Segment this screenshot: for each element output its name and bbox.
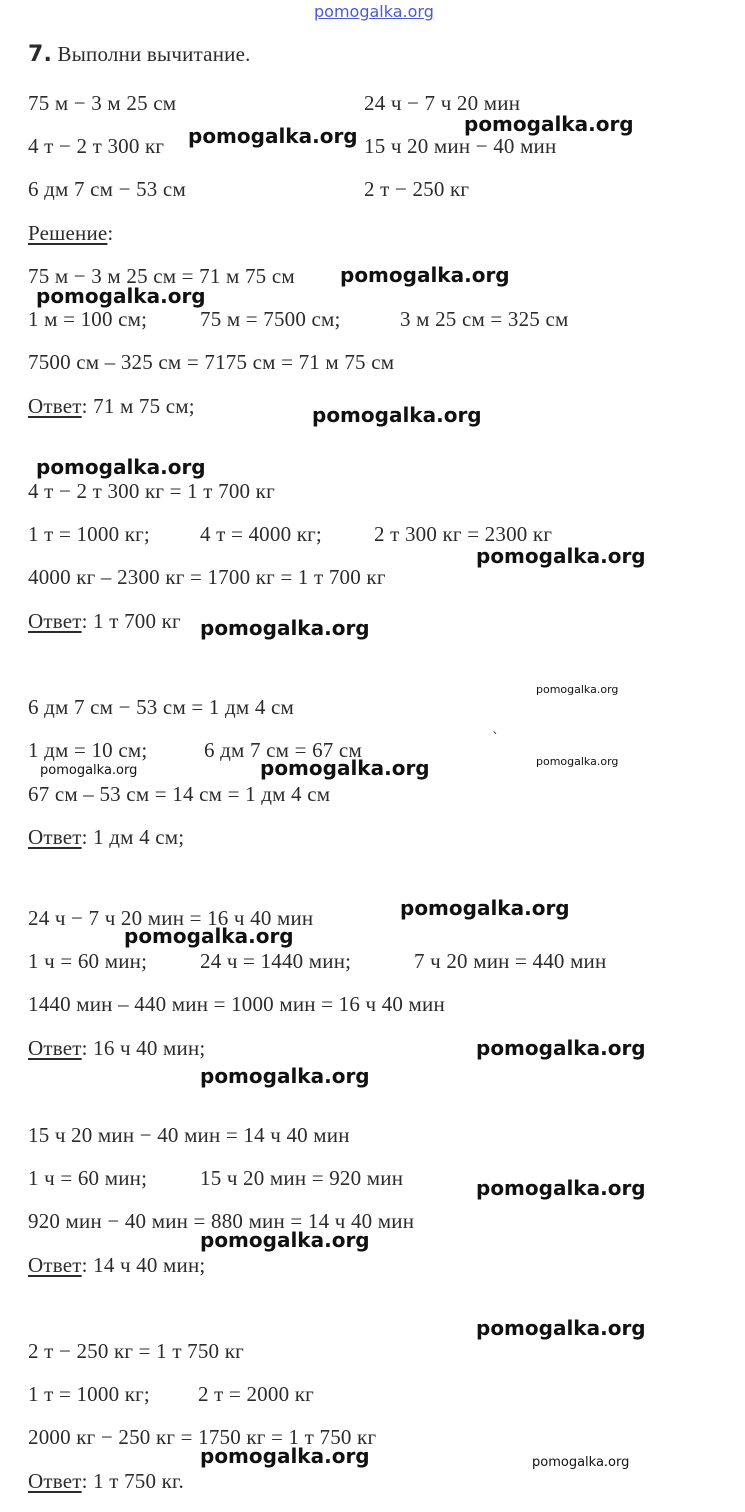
exercise-right-1: 24 ч − 7 ч 20 мин <box>364 91 521 115</box>
block5-equation: 15 ч 20 мин − 40 мин = 14 ч 40 мин <box>28 1123 350 1147</box>
watermark: pomogalka.org <box>464 112 634 136</box>
watermark: pomogalka.org <box>340 263 510 287</box>
block2-calc: 4000 кг – 2300 кг = 1700 кг = 1 т 700 кг <box>28 565 386 589</box>
block2-conv-1: 1 т = 1000 кг; <box>28 522 150 546</box>
answer-value: : 16 ч 40 мин; <box>81 1036 206 1060</box>
watermark: pomogalka.org <box>312 403 482 427</box>
watermark: pomogalka.org <box>536 683 619 696</box>
block2-equation: 4 т − 2 т 300 кг = 1 т 700 кг <box>28 479 275 503</box>
task-header <box>28 44 251 66</box>
answer-label: Ответ <box>28 1469 82 1493</box>
site-link[interactable]: pomogalka.org <box>314 2 434 21</box>
watermark: pomogalka.org <box>36 455 206 479</box>
watermark: pomogalka.org <box>200 1228 370 1252</box>
task-number: 7. <box>28 42 53 67</box>
block6-calc: 2000 кг − 250 кг = 1750 кг = 1 т 750 кг <box>28 1425 377 1449</box>
answer-label: Ответ <box>28 825 82 849</box>
watermark: pomogalka.org <box>476 544 646 568</box>
block6-conv-2: 2 т = 2000 кг <box>198 1382 314 1406</box>
block3-conv-1: 1 дм = 10 см; <box>28 738 148 762</box>
block2-answer <box>28 611 181 632</box>
block3-answer <box>28 827 184 848</box>
watermark: pomogalka.org <box>188 124 358 148</box>
block1-calc: 7500 см – 325 см = 7175 см = 71 м 75 см <box>28 350 395 374</box>
block6-conv-1: 1 т = 1000 кг; <box>28 1382 150 1406</box>
block5-calc: 920 мин − 40 мин = 880 мин = 14 ч 40 мин <box>28 1209 415 1233</box>
block6-equation: 2 т − 250 кг = 1 т 750 кг <box>28 1339 244 1363</box>
answer-label: Ответ <box>28 1253 82 1277</box>
block4-conv-1: 1 ч = 60 мин; <box>28 949 148 973</box>
answer-value: : 14 ч 40 мин; <box>81 1253 206 1277</box>
answer-value: : 1 дм 4 см; <box>81 825 185 849</box>
block3-conv-2: 6 дм 7 см = 67 см <box>204 738 362 762</box>
answer-value: : 1 т 700 кг <box>81 609 181 633</box>
watermark: pomogalka.org <box>200 616 370 640</box>
answer-label: Ответ <box>28 1036 82 1060</box>
scan-mark: ` <box>492 731 499 747</box>
watermark: pomogalka.org <box>476 1316 646 1340</box>
block5-conv-1: 1 ч = 60 мин; <box>28 1166 148 1190</box>
block5-answer <box>28 1255 205 1276</box>
answer-label: Ответ <box>28 609 82 633</box>
watermark: pomogalka.org <box>400 896 570 920</box>
watermark: pomogalka.org <box>532 1455 630 1470</box>
watermark: pomogalka.org <box>124 924 294 948</box>
block1-conv-1: 1 м = 100 см; <box>28 307 148 331</box>
block3-equation: 6 дм 7 см − 53 см = 1 дм 4 см <box>28 695 295 719</box>
exercise-left-3: 6 дм 7 см − 53 см <box>28 177 186 201</box>
block4-answer <box>28 1038 205 1059</box>
watermark: pomogalka.org <box>536 755 619 768</box>
block3-calc: 67 см – 53 см = 14 см = 1 дм 4 см <box>28 782 331 806</box>
block5-conv-2: 15 ч 20 мин = 920 мин <box>200 1166 404 1190</box>
watermark: pomogalka.org <box>200 1064 370 1088</box>
watermark: pomogalka.org <box>260 756 430 780</box>
exercise-left-1: 75 м − 3 м 25 см <box>28 91 177 115</box>
watermark: pomogalka.org <box>200 1444 370 1468</box>
exercise-left-2: 4 т − 2 т 300 кг <box>28 134 165 158</box>
block2-conv-2: 4 т = 4000 кг; <box>200 522 322 546</box>
block6-answer <box>28 1471 184 1492</box>
block4-conv-2: 24 ч = 1440 мин; <box>200 949 352 973</box>
block4-calc: 1440 мин – 440 мин = 1000 мин = 16 ч 40 мин <box>28 992 445 1016</box>
answer-value: : 1 т 750 кг. <box>81 1469 184 1493</box>
block4-conv-3: 7 ч 20 мин = 440 мин <box>414 949 607 973</box>
solution-heading <box>28 223 113 244</box>
answer-value: : 71 м 75 см; <box>81 394 195 418</box>
solution-label: Решение <box>28 221 108 245</box>
watermark: pomogalka.org <box>476 1036 646 1060</box>
block1-answer <box>28 396 195 417</box>
solution-colon: : <box>107 221 114 245</box>
task-title: Выполни вычитание. <box>57 42 251 66</box>
block1-conv-2: 75 м = 7500 см; <box>200 307 341 331</box>
exercise-right-3: 2 т − 250 кг <box>364 177 470 201</box>
block1-conv-3: 3 м 25 см = 325 см <box>400 307 569 331</box>
watermark: pomogalka.org <box>36 284 206 308</box>
block1-equation: 75 м − 3 м 25 см = 71 м 75 см <box>28 264 295 288</box>
block4-equation: 24 ч − 7 ч 20 мин = 16 ч 40 мин <box>28 906 314 930</box>
block2-conv-3: 2 т 300 кг = 2300 кг <box>374 522 553 546</box>
watermark: pomogalka.org <box>40 763 138 778</box>
watermark: pomogalka.org <box>476 1176 646 1200</box>
answer-label: Ответ <box>28 394 82 418</box>
exercise-right-2: 15 ч 20 мин − 40 мин <box>364 134 557 158</box>
